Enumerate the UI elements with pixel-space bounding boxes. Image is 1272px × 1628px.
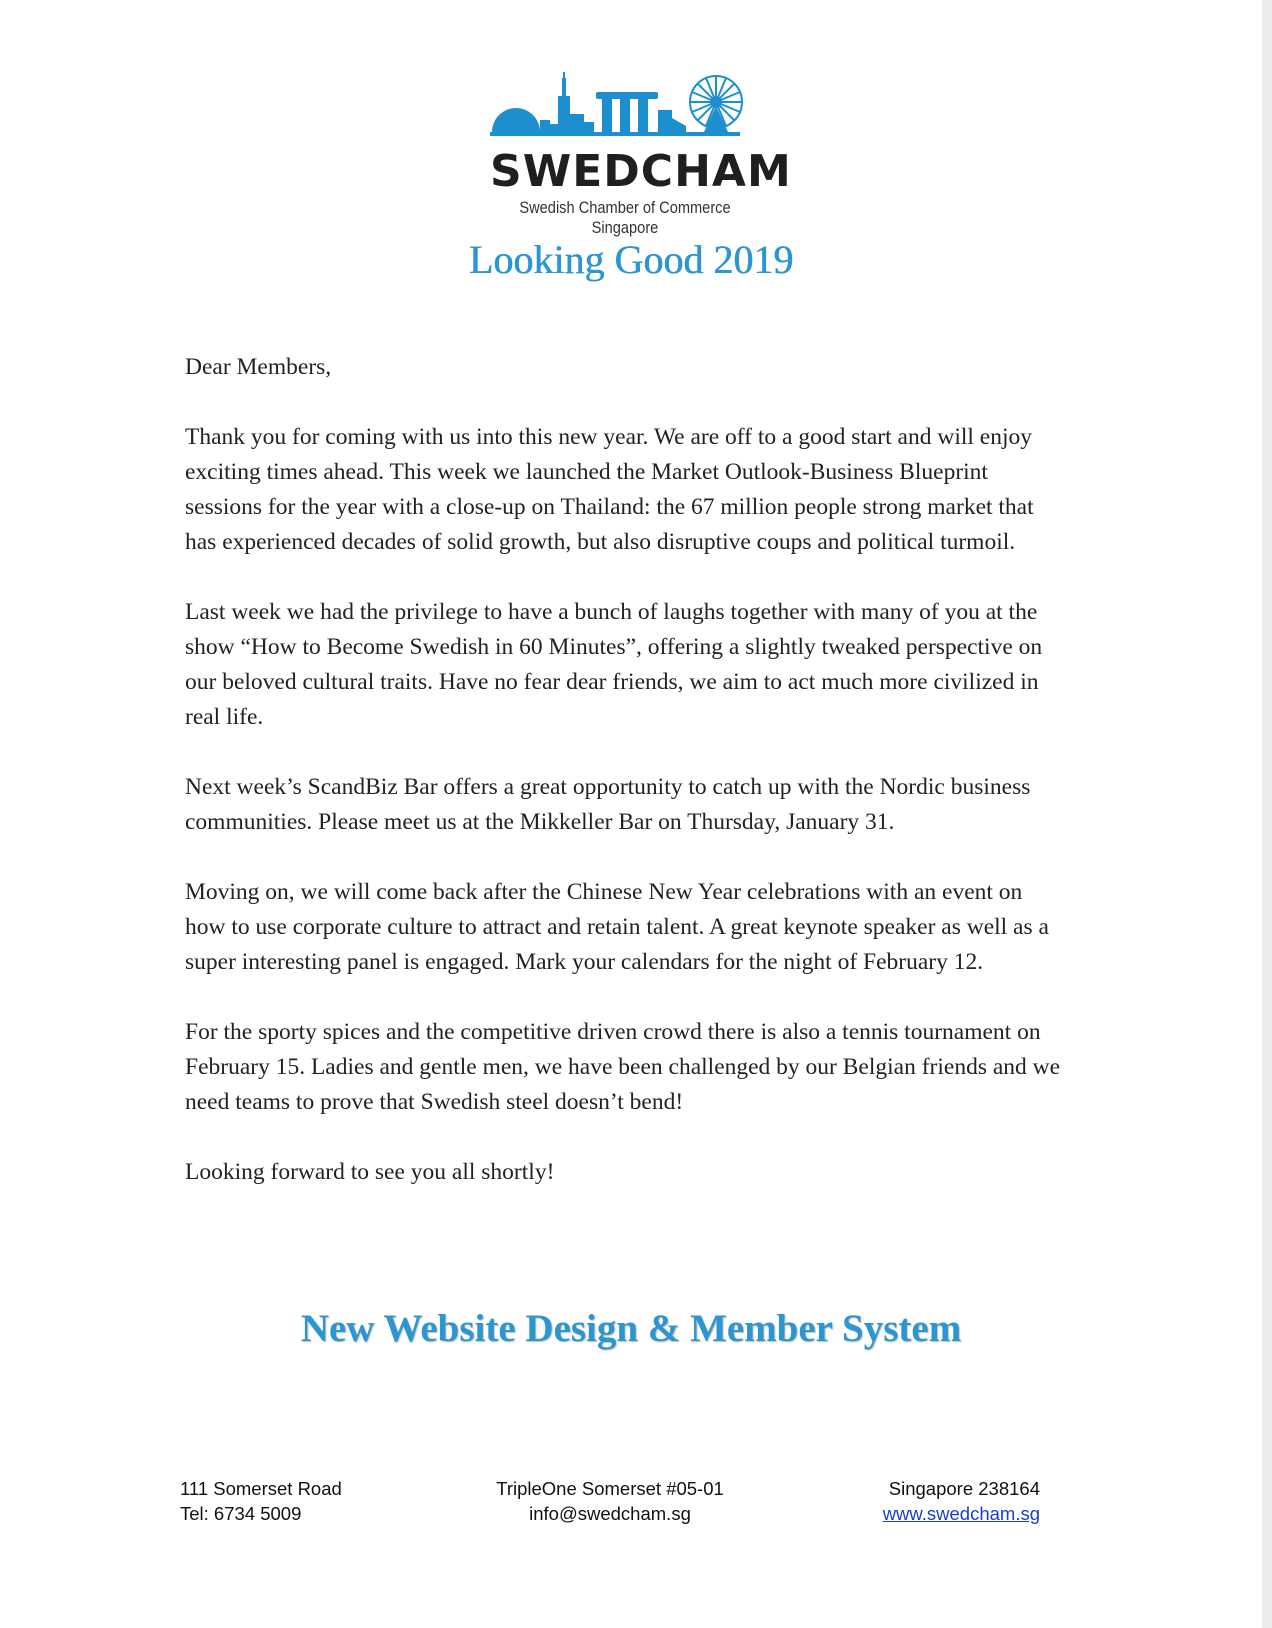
footer-phone: Tel: 6734 5009 — [180, 1503, 302, 1524]
footer-building: TripleOne Somerset #05-01 — [496, 1478, 724, 1499]
letter-paragraph: Next week’s ScandBiz Bar offers a great opportunity to catch up with the Nordic business communities. Please meet us at the Mikkeller Bar on Thursday, January 31. — [185, 774, 1031, 835]
letter-paragraph: Moving on, we will come back after the Chinese New Year celebrations with an event on how to use corporate culture to attract and retain talent. A great keynote speaker as well as a super interesting panel is engaged. Mark your calendars for the night of February 12. — [185, 879, 1049, 975]
footer-postcode: Singapore 238164 — [888, 1478, 1040, 1499]
footer-city-column — [760, 1476, 1040, 1526]
letter-greeting: Dear Members, — [185, 354, 332, 380]
page-gutter — [1262, 0, 1272, 1628]
logo-tagline: Swedish Chamber of Commerce Singapore — [519, 198, 731, 237]
page-title: Looking Good 2019 — [468, 237, 794, 282]
footer-street: 111 Somerset Road — [180, 1478, 342, 1499]
letter-paragraph: Thank you for coming with us into this new year. We are off to a good start and will enjoy exciting times ahead. This week we launched the Market Outlook-Business Blueprint sessions for the year with a close-up on Thailand: the 67 million people strong market that has experienced decades of solid growth, but also disruptive coups and political turmoil. — [185, 424, 1034, 555]
letter-closing: Looking forward to see you all shortly! — [185, 1159, 555, 1185]
footer-address-column — [180, 1476, 480, 1526]
section-heading: New Website Design & Member System — [300, 1307, 962, 1350]
letter-paragraph: For the sporty spices and the competitive driven crowd there is also a tennis tournament on February 15. Ladies and gentle men, we have been challenged by our Belgian friends and we need teams to prove that Swedish steel doesn’t bend! — [185, 1019, 1061, 1115]
swedcham-logo — [490, 70, 792, 237]
letter-paragraph: Last week we had the privilege to have a bunch of laughs together with many of you at the show “How to Become Swedish in 60 Minutes”, offering a slightly tweaked perspective on our beloved cultural traits. Have no fear dear friends, we aim to act much more civilized in real life. — [185, 599, 1043, 730]
footer-building-column — [460, 1476, 760, 1526]
letter-body — [185, 350, 1065, 1225]
footer-email: info@swedcham.sg — [529, 1503, 691, 1524]
singapore-skyline-icon — [490, 70, 760, 142]
footer-website-link[interactable]: www.swedcham.sg — [882, 1503, 1040, 1524]
logo-wordmark: SWEDCHAM — [490, 146, 792, 197]
